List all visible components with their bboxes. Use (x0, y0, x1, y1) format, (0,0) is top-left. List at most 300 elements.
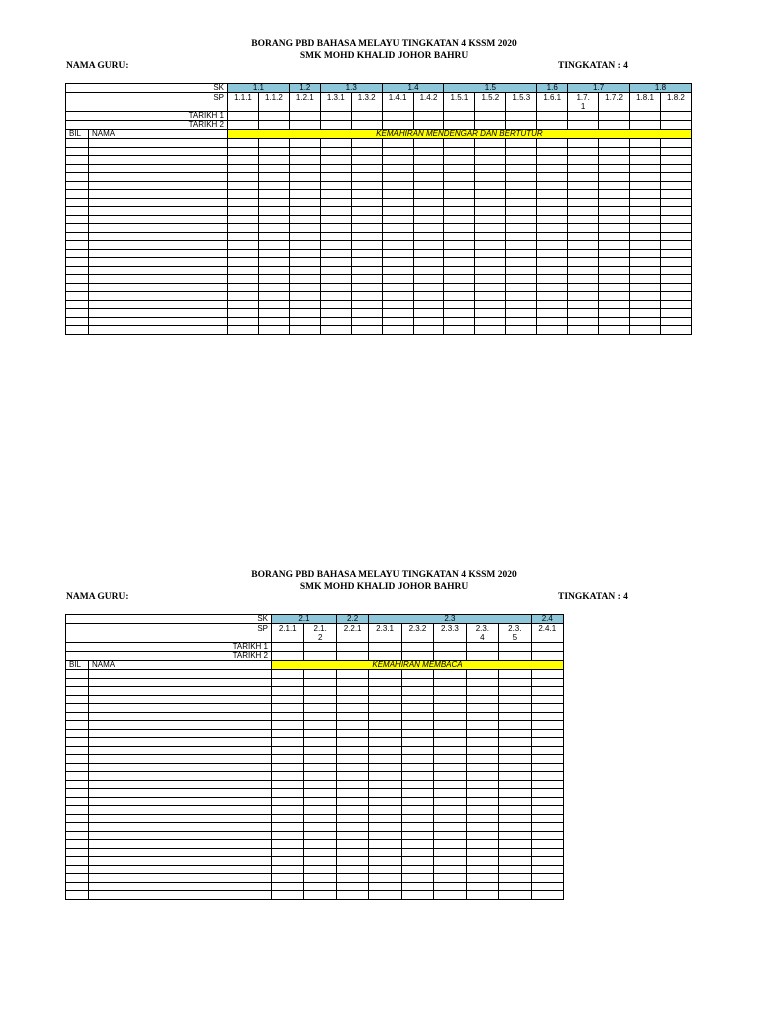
tarikh2-date-cell[interactable] (499, 652, 531, 661)
score-cell[interactable] (599, 258, 630, 267)
score-cell[interactable] (537, 232, 568, 241)
score-cell[interactable] (630, 317, 661, 326)
nama-cell[interactable] (89, 806, 272, 815)
score-cell[interactable] (660, 249, 691, 258)
score-cell[interactable] (499, 874, 531, 883)
score-cell[interactable] (599, 207, 630, 216)
score-cell[interactable] (568, 215, 599, 224)
score-cell[interactable] (531, 772, 563, 781)
score-cell[interactable] (499, 695, 531, 704)
score-cell[interactable] (475, 275, 506, 284)
score-cell[interactable] (320, 156, 351, 165)
score-cell[interactable] (506, 139, 537, 148)
score-cell[interactable] (475, 292, 506, 301)
score-cell[interactable] (444, 156, 475, 165)
score-cell[interactable] (568, 190, 599, 199)
tarikh2-date-cell[interactable] (466, 652, 498, 661)
score-cell[interactable] (630, 266, 661, 275)
bil-cell[interactable] (66, 275, 89, 284)
tarikh2-date-cell[interactable] (434, 652, 466, 661)
nama-cell[interactable] (89, 224, 228, 233)
score-cell[interactable] (401, 789, 433, 798)
score-cell[interactable] (351, 232, 382, 241)
score-cell[interactable] (320, 309, 351, 318)
tarikh2-date-cell[interactable] (630, 121, 661, 130)
score-cell[interactable] (444, 232, 475, 241)
score-cell[interactable] (382, 266, 413, 275)
tarikh2-date-cell[interactable] (228, 121, 259, 130)
score-cell[interactable] (444, 241, 475, 250)
score-cell[interactable] (382, 173, 413, 182)
score-cell[interactable] (506, 309, 537, 318)
score-cell[interactable] (506, 181, 537, 190)
score-cell[interactable] (369, 882, 401, 891)
score-cell[interactable] (228, 266, 259, 275)
bil-cell[interactable] (66, 164, 89, 173)
score-cell[interactable] (506, 292, 537, 301)
bil-cell[interactable] (66, 695, 89, 704)
score-cell[interactable] (537, 164, 568, 173)
score-cell[interactable] (258, 164, 289, 173)
score-cell[interactable] (434, 814, 466, 823)
score-cell[interactable] (475, 283, 506, 292)
nama-cell[interactable] (89, 198, 228, 207)
score-cell[interactable] (537, 283, 568, 292)
score-cell[interactable] (466, 695, 498, 704)
score-cell[interactable] (434, 746, 466, 755)
score-cell[interactable] (660, 181, 691, 190)
score-cell[interactable] (444, 249, 475, 258)
nama-guru-field[interactable]: NAMA GURU: (66, 61, 129, 71)
score-cell[interactable] (466, 780, 498, 789)
score-cell[interactable] (258, 173, 289, 182)
nama-cell[interactable] (89, 283, 228, 292)
tarikh1-date-cell[interactable] (228, 112, 259, 121)
score-cell[interactable] (444, 215, 475, 224)
nama-cell[interactable] (89, 738, 272, 747)
score-cell[interactable] (660, 258, 691, 267)
score-cell[interactable] (630, 173, 661, 182)
score-cell[interactable] (401, 704, 433, 713)
tarikh1-date-cell[interactable] (630, 112, 661, 121)
tarikh2-date-cell[interactable] (537, 121, 568, 130)
score-cell[interactable] (336, 687, 368, 696)
score-cell[interactable] (499, 746, 531, 755)
score-cell[interactable] (413, 156, 444, 165)
bil-cell[interactable] (66, 814, 89, 823)
score-cell[interactable] (401, 865, 433, 874)
tarikh1-date-cell[interactable] (599, 112, 630, 121)
score-cell[interactable] (351, 224, 382, 233)
score-cell[interactable] (413, 292, 444, 301)
score-cell[interactable] (475, 326, 506, 335)
nama-cell[interactable] (89, 326, 228, 335)
score-cell[interactable] (382, 190, 413, 199)
score-cell[interactable] (599, 147, 630, 156)
score-cell[interactable] (466, 797, 498, 806)
score-cell[interactable] (466, 882, 498, 891)
score-cell[interactable] (272, 882, 304, 891)
tarikh1-date-cell[interactable] (413, 112, 444, 121)
score-cell[interactable] (531, 848, 563, 857)
score-cell[interactable] (304, 738, 336, 747)
score-cell[interactable] (351, 275, 382, 284)
score-cell[interactable] (401, 797, 433, 806)
score-cell[interactable] (228, 232, 259, 241)
score-cell[interactable] (434, 840, 466, 849)
score-cell[interactable] (289, 181, 320, 190)
score-cell[interactable] (599, 232, 630, 241)
score-cell[interactable] (289, 249, 320, 258)
score-cell[interactable] (630, 156, 661, 165)
score-cell[interactable] (531, 670, 563, 679)
bil-cell[interactable] (66, 797, 89, 806)
score-cell[interactable] (258, 181, 289, 190)
score-cell[interactable] (599, 224, 630, 233)
score-cell[interactable] (336, 729, 368, 738)
score-cell[interactable] (289, 164, 320, 173)
tarikh1-date-cell[interactable] (660, 112, 691, 121)
score-cell[interactable] (320, 317, 351, 326)
bil-cell[interactable] (66, 317, 89, 326)
tarikh1-date-cell[interactable] (351, 112, 382, 121)
score-cell[interactable] (660, 139, 691, 148)
score-cell[interactable] (434, 865, 466, 874)
score-cell[interactable] (599, 164, 630, 173)
score-cell[interactable] (434, 823, 466, 832)
tarikh2-date-cell[interactable] (272, 652, 304, 661)
nama-cell[interactable] (89, 789, 272, 798)
score-cell[interactable] (506, 266, 537, 275)
score-cell[interactable] (382, 147, 413, 156)
score-cell[interactable] (304, 823, 336, 832)
score-cell[interactable] (258, 275, 289, 284)
score-cell[interactable] (660, 198, 691, 207)
score-cell[interactable] (434, 687, 466, 696)
score-cell[interactable] (531, 678, 563, 687)
score-cell[interactable] (272, 772, 304, 781)
score-cell[interactable] (369, 823, 401, 832)
score-cell[interactable] (531, 738, 563, 747)
tarikh1-date-cell[interactable] (336, 643, 368, 652)
score-cell[interactable] (351, 164, 382, 173)
bil-cell[interactable] (66, 198, 89, 207)
score-cell[interactable] (382, 156, 413, 165)
score-cell[interactable] (599, 249, 630, 258)
score-cell[interactable] (336, 814, 368, 823)
score-cell[interactable] (369, 738, 401, 747)
score-cell[interactable] (506, 283, 537, 292)
score-cell[interactable] (531, 831, 563, 840)
score-cell[interactable] (466, 823, 498, 832)
score-cell[interactable] (475, 300, 506, 309)
score-cell[interactable] (304, 763, 336, 772)
score-cell[interactable] (413, 258, 444, 267)
score-cell[interactable] (499, 772, 531, 781)
score-cell[interactable] (466, 831, 498, 840)
score-cell[interactable] (258, 147, 289, 156)
score-cell[interactable] (506, 207, 537, 216)
score-cell[interactable] (413, 190, 444, 199)
score-cell[interactable] (228, 317, 259, 326)
score-cell[interactable] (444, 139, 475, 148)
score-cell[interactable] (599, 317, 630, 326)
score-cell[interactable] (434, 729, 466, 738)
score-cell[interactable] (382, 258, 413, 267)
score-cell[interactable] (599, 190, 630, 199)
score-cell[interactable] (413, 147, 444, 156)
score-cell[interactable] (320, 139, 351, 148)
score-cell[interactable] (475, 207, 506, 216)
score-cell[interactable] (304, 814, 336, 823)
score-cell[interactable] (369, 797, 401, 806)
score-cell[interactable] (413, 266, 444, 275)
score-cell[interactable] (531, 806, 563, 815)
bil-cell[interactable] (66, 874, 89, 883)
score-cell[interactable] (289, 207, 320, 216)
score-cell[interactable] (320, 258, 351, 267)
score-cell[interactable] (499, 823, 531, 832)
score-cell[interactable] (537, 266, 568, 275)
score-cell[interactable] (531, 746, 563, 755)
score-cell[interactable] (272, 831, 304, 840)
score-cell[interactable] (369, 865, 401, 874)
score-cell[interactable] (537, 292, 568, 301)
score-cell[interactable] (444, 181, 475, 190)
score-cell[interactable] (660, 275, 691, 284)
tarikh1-date-cell[interactable] (531, 643, 563, 652)
score-cell[interactable] (228, 275, 259, 284)
score-cell[interactable] (568, 147, 599, 156)
score-cell[interactable] (475, 266, 506, 275)
score-cell[interactable] (568, 164, 599, 173)
score-cell[interactable] (351, 266, 382, 275)
score-cell[interactable] (336, 874, 368, 883)
score-cell[interactable] (304, 865, 336, 874)
nama-cell[interactable] (89, 823, 272, 832)
score-cell[interactable] (351, 309, 382, 318)
score-cell[interactable] (531, 755, 563, 764)
score-cell[interactable] (599, 156, 630, 165)
nama-cell[interactable] (89, 258, 228, 267)
score-cell[interactable] (466, 763, 498, 772)
score-cell[interactable] (258, 258, 289, 267)
score-cell[interactable] (320, 275, 351, 284)
score-cell[interactable] (258, 283, 289, 292)
score-cell[interactable] (258, 224, 289, 233)
score-cell[interactable] (413, 215, 444, 224)
score-cell[interactable] (369, 729, 401, 738)
score-cell[interactable] (537, 198, 568, 207)
score-cell[interactable] (258, 266, 289, 275)
bil-cell[interactable] (66, 249, 89, 258)
bil-cell[interactable] (66, 283, 89, 292)
score-cell[interactable] (506, 241, 537, 250)
score-cell[interactable] (413, 317, 444, 326)
score-cell[interactable] (228, 292, 259, 301)
score-cell[interactable] (599, 283, 630, 292)
score-cell[interactable] (434, 848, 466, 857)
score-cell[interactable] (531, 857, 563, 866)
score-cell[interactable] (444, 147, 475, 156)
score-cell[interactable] (369, 746, 401, 755)
score-cell[interactable] (537, 139, 568, 148)
bil-cell[interactable] (66, 292, 89, 301)
score-cell[interactable] (531, 729, 563, 738)
score-cell[interactable] (258, 207, 289, 216)
score-cell[interactable] (568, 258, 599, 267)
score-cell[interactable] (304, 789, 336, 798)
score-cell[interactable] (499, 687, 531, 696)
score-cell[interactable] (382, 241, 413, 250)
tarikh2-date-cell[interactable] (369, 652, 401, 661)
bil-cell[interactable] (66, 258, 89, 267)
score-cell[interactable] (336, 840, 368, 849)
nama-cell[interactable] (89, 309, 228, 318)
nama-cell[interactable] (89, 840, 272, 849)
score-cell[interactable] (537, 156, 568, 165)
score-cell[interactable] (336, 755, 368, 764)
tarikh1-date-cell[interactable] (466, 643, 498, 652)
tarikh2-date-cell[interactable] (413, 121, 444, 130)
score-cell[interactable] (382, 215, 413, 224)
bil-cell[interactable] (66, 772, 89, 781)
score-cell[interactable] (531, 712, 563, 721)
score-cell[interactable] (351, 283, 382, 292)
score-cell[interactable] (304, 840, 336, 849)
score-cell[interactable] (369, 687, 401, 696)
score-cell[interactable] (537, 173, 568, 182)
score-cell[interactable] (630, 207, 661, 216)
score-cell[interactable] (444, 258, 475, 267)
score-cell[interactable] (660, 241, 691, 250)
score-cell[interactable] (434, 721, 466, 730)
nama-cell[interactable] (89, 147, 228, 156)
score-cell[interactable] (630, 241, 661, 250)
score-cell[interactable] (599, 215, 630, 224)
score-cell[interactable] (272, 823, 304, 832)
nama-cell[interactable] (89, 882, 272, 891)
score-cell[interactable] (499, 797, 531, 806)
score-cell[interactable] (568, 207, 599, 216)
score-cell[interactable] (289, 198, 320, 207)
score-cell[interactable] (475, 190, 506, 199)
score-cell[interactable] (475, 317, 506, 326)
score-cell[interactable] (630, 283, 661, 292)
score-cell[interactable] (258, 292, 289, 301)
score-cell[interactable] (258, 232, 289, 241)
bil-cell[interactable] (66, 823, 89, 832)
score-cell[interactable] (272, 797, 304, 806)
score-cell[interactable] (506, 232, 537, 241)
score-cell[interactable] (568, 232, 599, 241)
score-cell[interactable] (272, 755, 304, 764)
score-cell[interactable] (369, 789, 401, 798)
score-cell[interactable] (466, 865, 498, 874)
score-cell[interactable] (466, 840, 498, 849)
score-cell[interactable] (369, 891, 401, 900)
score-cell[interactable] (475, 224, 506, 233)
bil-cell[interactable] (66, 241, 89, 250)
score-cell[interactable] (537, 190, 568, 199)
bil-cell[interactable] (66, 224, 89, 233)
score-cell[interactable] (413, 309, 444, 318)
score-cell[interactable] (444, 275, 475, 284)
score-cell[interactable] (568, 266, 599, 275)
score-cell[interactable] (660, 207, 691, 216)
score-cell[interactable] (413, 249, 444, 258)
score-cell[interactable] (304, 712, 336, 721)
score-cell[interactable] (599, 198, 630, 207)
nama-cell[interactable] (89, 190, 228, 199)
score-cell[interactable] (401, 763, 433, 772)
score-cell[interactable] (401, 670, 433, 679)
bil-cell[interactable] (66, 670, 89, 679)
nama-cell[interactable] (89, 670, 272, 679)
score-cell[interactable] (304, 670, 336, 679)
score-cell[interactable] (434, 704, 466, 713)
score-cell[interactable] (475, 309, 506, 318)
score-cell[interactable] (369, 848, 401, 857)
score-cell[interactable] (228, 190, 259, 199)
score-cell[interactable] (630, 258, 661, 267)
bil-cell[interactable] (66, 309, 89, 318)
score-cell[interactable] (434, 882, 466, 891)
score-cell[interactable] (499, 670, 531, 679)
score-cell[interactable] (499, 840, 531, 849)
nama-cell[interactable] (89, 139, 228, 148)
tarikh2-date-cell[interactable] (382, 121, 413, 130)
score-cell[interactable] (466, 670, 498, 679)
bil-cell[interactable] (66, 746, 89, 755)
score-cell[interactable] (531, 865, 563, 874)
score-cell[interactable] (228, 181, 259, 190)
score-cell[interactable] (506, 224, 537, 233)
score-cell[interactable] (660, 232, 691, 241)
score-cell[interactable] (401, 687, 433, 696)
nama-cell[interactable] (89, 857, 272, 866)
score-cell[interactable] (499, 891, 531, 900)
score-cell[interactable] (568, 139, 599, 148)
score-cell[interactable] (444, 224, 475, 233)
score-cell[interactable] (660, 215, 691, 224)
tarikh1-date-cell[interactable] (475, 112, 506, 121)
score-cell[interactable] (304, 721, 336, 730)
score-cell[interactable] (228, 173, 259, 182)
score-cell[interactable] (660, 326, 691, 335)
score-cell[interactable] (336, 772, 368, 781)
score-cell[interactable] (537, 249, 568, 258)
score-cell[interactable] (401, 823, 433, 832)
tarikh1-date-cell[interactable] (506, 112, 537, 121)
score-cell[interactable] (568, 241, 599, 250)
score-cell[interactable] (537, 326, 568, 335)
score-cell[interactable] (630, 181, 661, 190)
score-cell[interactable] (630, 139, 661, 148)
nama-guru-field[interactable]: NAMA GURU: (66, 592, 129, 602)
score-cell[interactable] (401, 848, 433, 857)
tarikh1-date-cell[interactable] (320, 112, 351, 121)
score-cell[interactable] (272, 746, 304, 755)
score-cell[interactable] (272, 738, 304, 747)
score-cell[interactable] (320, 232, 351, 241)
score-cell[interactable] (466, 678, 498, 687)
score-cell[interactable] (630, 224, 661, 233)
tarikh2-date-cell[interactable] (660, 121, 691, 130)
score-cell[interactable] (336, 891, 368, 900)
tarikh1-date-cell[interactable] (369, 643, 401, 652)
score-cell[interactable] (369, 874, 401, 883)
